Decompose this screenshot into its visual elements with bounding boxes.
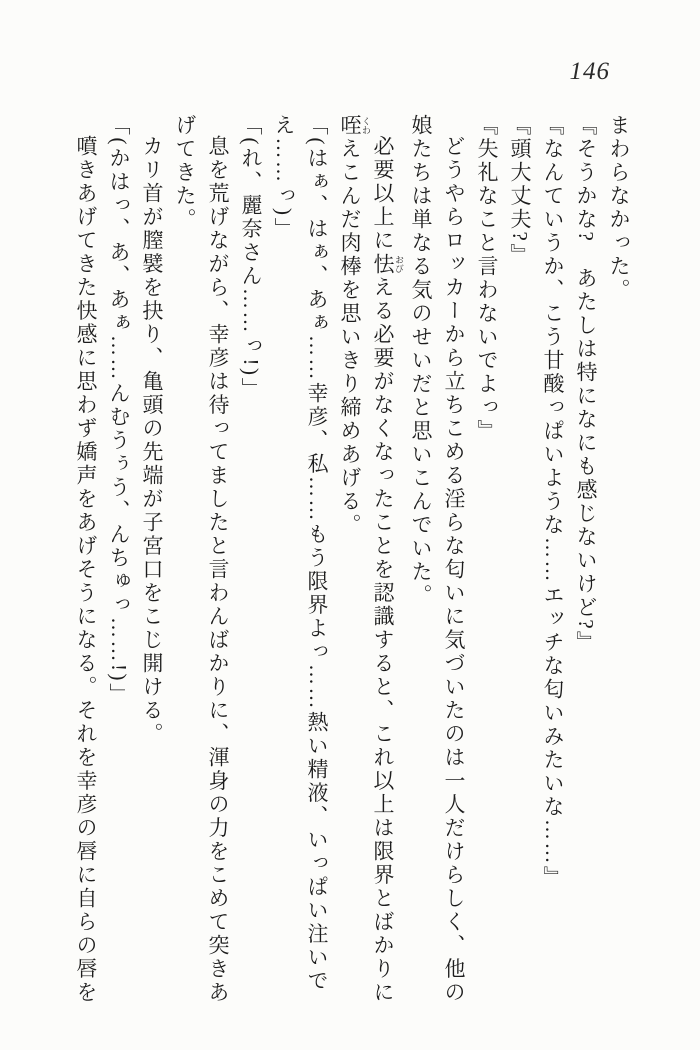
paragraph: 『頭大丈夫?』 [508, 114, 532, 267]
paragraph: 『なんていうか、こう甘酸っぱいような……エッチな匂いみたいな……』 [541, 114, 565, 890]
paragraph: 「(かはっ、あ、あぁ……んむうぅう、んちゅっ……!)」 [107, 114, 131, 707]
paragraph: まわらなかった。 [607, 114, 631, 302]
paragraph: 「(はぁ、はぁ、あぁ……幸彦、私……もう限界よっ……熱い精液、いっぱい注いでえ……っ)」 [272, 114, 329, 993]
paragraph: 『失礼なこと言わないでよっ』 [475, 114, 499, 443]
ruby-annotated-kanji: 咥 くわ [338, 114, 371, 138]
paragraph: カリ首が膣襞を抉り、亀頭の先端が子宮口をこじ開ける。 [140, 135, 164, 746]
text-columns [69, 114, 635, 1014]
paragraph: 必要以上に怯 おびえる必要がなくなったことを認識すると、これ以上は限界とばかりに咥 くわえこんだ肉棒を思いきり締めあげる。 [338, 114, 404, 1005]
paragraph: 『そうかな? あたしは特になにも感じないけど?』 [574, 114, 598, 655]
ruby-annotated-kanji: 怯 おび [371, 252, 404, 276]
paragraph: どうやらロッカーから立ちこめる淫らな匂いに気づいたのは一人だけらしく、他の娘たちは単なる気のせいだと思いこんでいた。 [409, 114, 466, 1005]
paragraph: 「(れ、麗奈さん……っ!)」 [239, 114, 263, 401]
page-number: 146 [569, 58, 610, 85]
paragraph: 噴きあげてきた快感に思わず嬌声をあげそうになる。それを幸彦の唇に自らの唇を [74, 135, 98, 1005]
paragraph: 息を荒げながら、幸彦は待ってましたと言わんばかりに、渾身の力をこめて突きあげてきた。 [173, 114, 230, 1005]
